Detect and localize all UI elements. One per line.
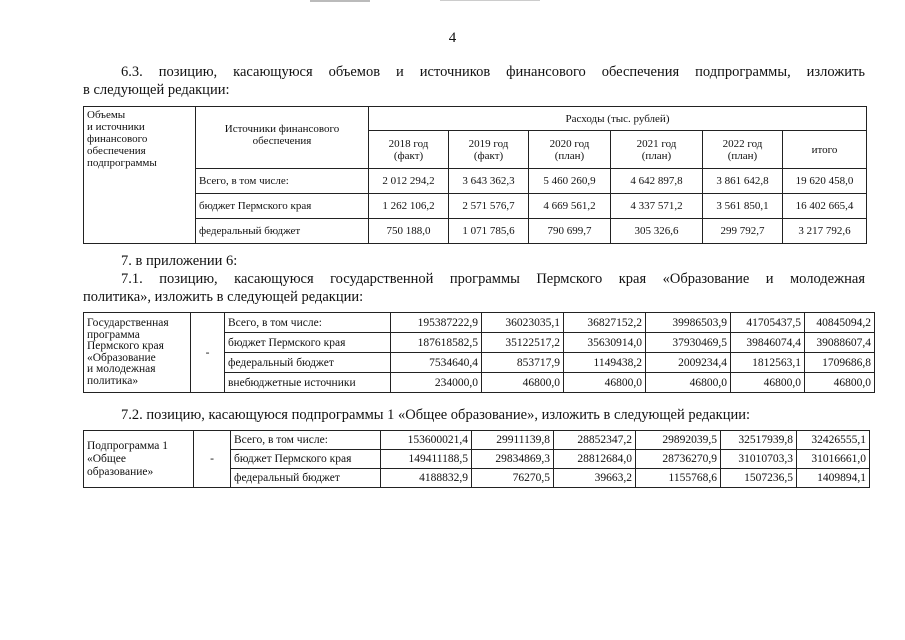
row-label: Всего, в том числе:	[225, 313, 391, 333]
row-label: внебюджетные источники	[225, 373, 391, 393]
dash-cell: -	[194, 431, 231, 488]
financing-table	[83, 106, 867, 244]
cell-value: 5 460 260,9	[529, 169, 611, 194]
cell-value: 1812563,1	[731, 353, 805, 373]
section-7-1	[83, 270, 865, 306]
page-number: 4	[448, 30, 457, 46]
cell-value: 1 071 785,6	[449, 219, 529, 244]
cell-value: 35122517,2	[482, 333, 564, 353]
cell-value: 46800,0	[731, 373, 805, 393]
row-label: федеральный бюджет	[231, 469, 381, 488]
row-label: Всего, в том числе:	[231, 431, 381, 450]
cell-value: 2009234,4	[646, 353, 731, 373]
cell-value: 3 861 642,8	[703, 169, 783, 194]
row-label: федеральный бюджет	[196, 219, 369, 244]
volumes-header: Объемы и источники финансового обеспечения подпрограммы	[84, 107, 196, 244]
table-row	[84, 169, 867, 194]
table-row	[84, 431, 870, 450]
section-7-1-line2: политика», изложить в следующей редакции:	[83, 289, 364, 305]
table-row	[84, 313, 875, 333]
section-7-2: 7.2. позицию, касающуюся подпрограммы 1 «Общее образование», изложить в следующей редакции:	[121, 407, 751, 423]
subprogram-table	[83, 430, 870, 488]
expenses-header: Расходы (тыс. рублей)	[369, 107, 867, 131]
year-header: 2022 год (план)	[703, 131, 783, 169]
cell-value: 4 337 571,2	[611, 194, 703, 219]
row-label: бюджет Пермского края	[196, 194, 369, 219]
cell-value: 4188832,9	[381, 469, 472, 488]
cell-value: 7534640,4	[391, 353, 482, 373]
cell-value: 1155768,6	[636, 469, 721, 488]
cell-value: 28736270,9	[636, 450, 721, 469]
cell-value: 195387222,9	[391, 313, 482, 333]
cell-value: 39663,2	[554, 469, 636, 488]
cell-value: 29911139,8	[472, 431, 554, 450]
cell-value: 750 188,0	[369, 219, 449, 244]
section-6-3-line2: в следующей редакции:	[83, 82, 230, 98]
cell-value: 31016661,0	[797, 450, 870, 469]
cell-value: 153600021,4	[381, 431, 472, 450]
cell-value: 41705437,5	[731, 313, 805, 333]
cell-value: 149411188,5	[381, 450, 472, 469]
cell-value: 187618582,5	[391, 333, 482, 353]
cell-value: 39986503,9	[646, 313, 731, 333]
program-name: Государственная программа Пермского края «Образование и молодежная политика»	[84, 313, 191, 393]
cell-value: 299 792,7	[703, 219, 783, 244]
row-label: бюджет Пермского края	[231, 450, 381, 469]
cell-value: 31010703,3	[721, 450, 797, 469]
cell-value: 853717,9	[482, 353, 564, 373]
cell-value: 28812684,0	[554, 450, 636, 469]
cell-value: 1709686,8	[805, 353, 875, 373]
cell-value: 37930469,5	[646, 333, 731, 353]
cell-value: 29834869,3	[472, 450, 554, 469]
cell-value: 36827152,2	[564, 313, 646, 333]
cell-value: 46800,0	[564, 373, 646, 393]
cell-value: 234000,0	[391, 373, 482, 393]
sources-header: Источники финансового обеспечения	[196, 107, 369, 169]
section-6-3-line1: 6.3. позицию, касающуюся объемов и источников финансового обеспечения подпрограммы, изложить	[121, 64, 865, 80]
cell-value: 46800,0	[646, 373, 731, 393]
total-header: итого	[783, 131, 867, 169]
year-header: 2018 год (факт)	[369, 131, 449, 169]
cell-value: 39846074,4	[731, 333, 805, 353]
section-7: 7. в приложении 6:	[121, 253, 238, 269]
section-7-1-line1: 7.1. позицию, касающуюся государственной программы Пермского края «Образование и молодежная	[121, 271, 865, 287]
subprogram-name: Подпрограмма 1 «Общее образование»	[84, 431, 194, 488]
cell-value: 46800,0	[482, 373, 564, 393]
table-row	[84, 219, 867, 244]
row-label: федеральный бюджет	[225, 353, 391, 373]
cell-value: 2 571 576,7	[449, 194, 529, 219]
cell-value: 1149438,2	[564, 353, 646, 373]
section-6-3	[83, 63, 865, 99]
year-header: 2019 год (факт)	[449, 131, 529, 169]
cell-value: 3 561 850,1	[703, 194, 783, 219]
cell-value: 32517939,8	[721, 431, 797, 450]
cell-value: 4 642 897,8	[611, 169, 703, 194]
cell-value: 1507236,5	[721, 469, 797, 488]
scan-artifact	[310, 0, 370, 2]
cell-value: 39088607,4	[805, 333, 875, 353]
cell-value: 2 012 294,2	[369, 169, 449, 194]
row-label: бюджет Пермского края	[225, 333, 391, 353]
cell-value: 46800,0	[805, 373, 875, 393]
cell-value: 28852347,2	[554, 431, 636, 450]
cell-value: 305 326,6	[611, 219, 703, 244]
program-table	[83, 312, 875, 393]
cell-value: 35630914,0	[564, 333, 646, 353]
scan-artifact	[440, 0, 540, 1]
table-row	[84, 194, 867, 219]
dash-cell: -	[191, 313, 225, 393]
cell-value: 76270,5	[472, 469, 554, 488]
cell-value: 790 699,7	[529, 219, 611, 244]
row-label: Всего, в том числе:	[196, 169, 369, 194]
cell-value: 32426555,1	[797, 431, 870, 450]
cell-value: 3 217 792,6	[783, 219, 867, 244]
year-header: 2021 год (план)	[611, 131, 703, 169]
cell-value: 36023035,1	[482, 313, 564, 333]
cell-value: 1 262 106,2	[369, 194, 449, 219]
cell-value: 19 620 458,0	[783, 169, 867, 194]
cell-value: 1409894,1	[797, 469, 870, 488]
cell-value: 40845094,2	[805, 313, 875, 333]
cell-value: 16 402 665,4	[783, 194, 867, 219]
year-header: 2020 год (план)	[529, 131, 611, 169]
cell-value: 3 643 362,3	[449, 169, 529, 194]
cell-value: 4 669 561,2	[529, 194, 611, 219]
cell-value: 29892039,5	[636, 431, 721, 450]
